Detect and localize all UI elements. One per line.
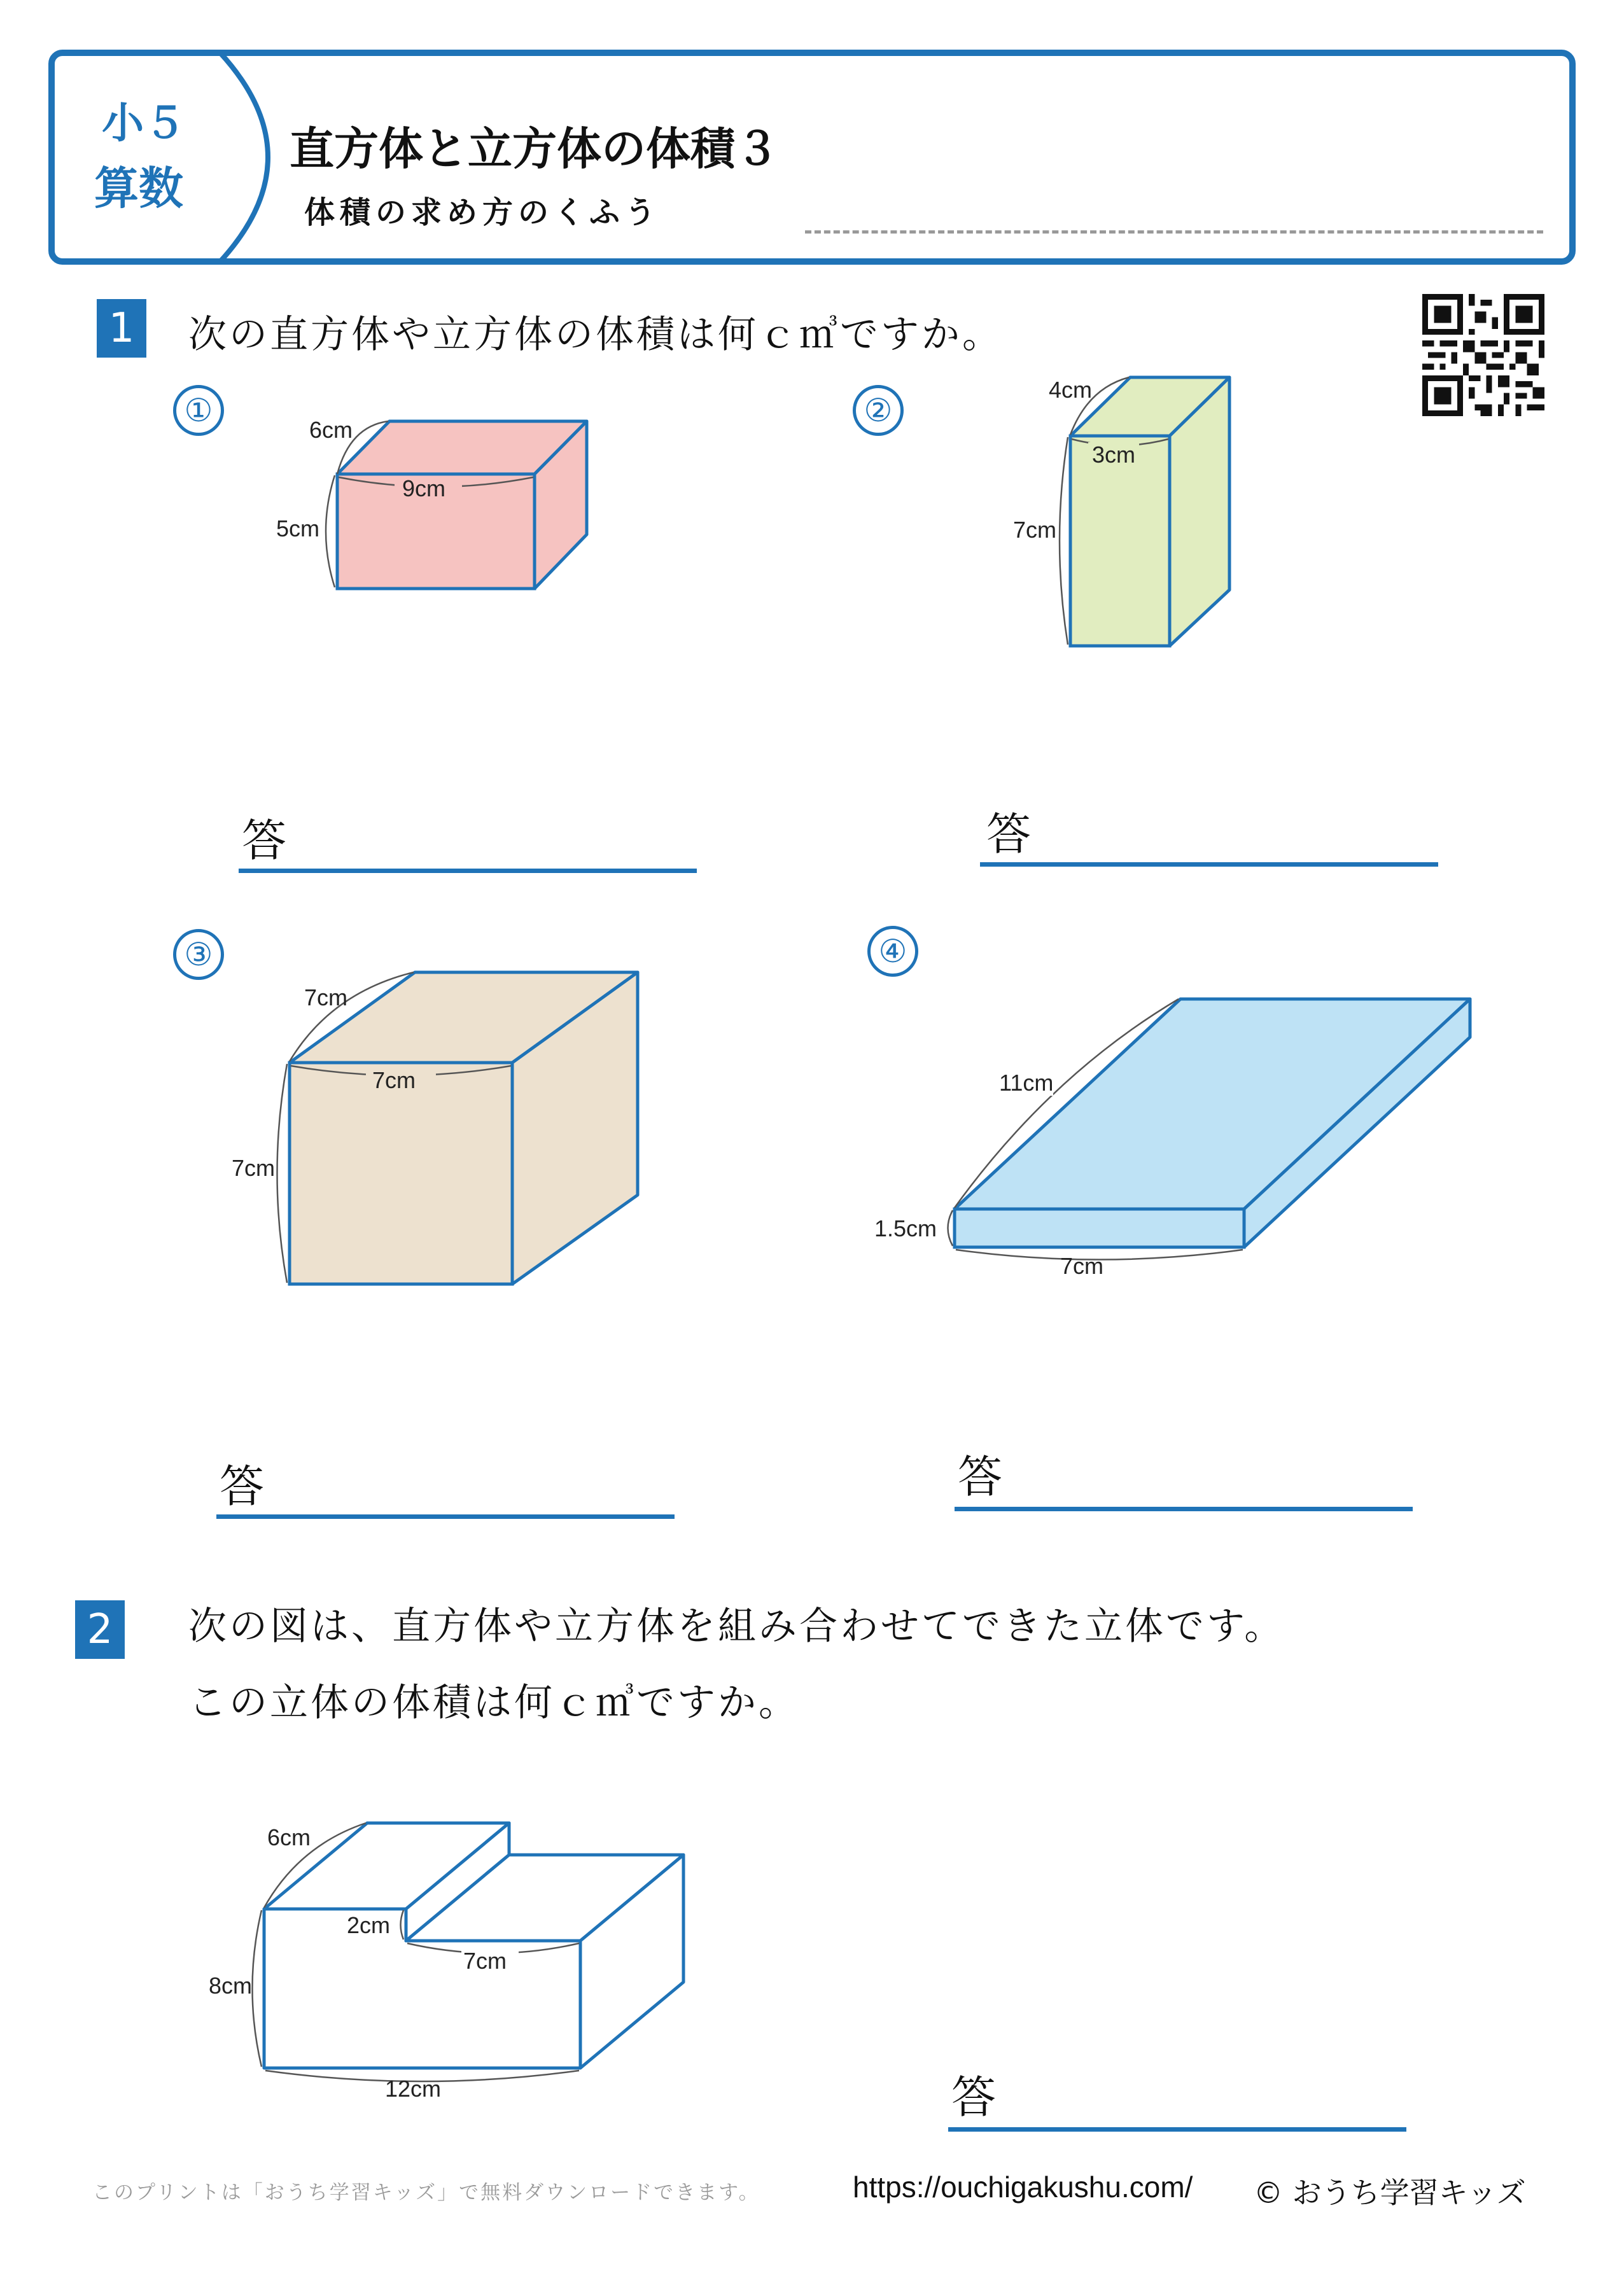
dim-depth-2: 4cm [1049,377,1093,403]
answer-label-4: 答 [958,1451,1002,1503]
cuboid-figure-1 [267,401,598,611]
dim-height-composite: 8cm [209,1973,253,1999]
page-subtitle: 体積の求め方のくふう [304,195,661,230]
footer-note: このプリントは「おうち学習キッズ」で無料ダウンロードできます。 [92,2181,760,2204]
problem-label-2: ② [853,385,904,436]
dim-height-1: 5cm [276,515,320,542]
answer-label-composite: 答 [951,2071,996,2123]
dim-width-3: 7cm [372,1067,416,1093]
dim-inner-composite: 7cm [463,1948,507,1974]
cuboid-figure-2 [993,366,1260,659]
cuboid-figure-3 [229,954,649,1298]
page-title: 直方体と立方体の体積３ [290,123,780,175]
problem-label-3: ③ [173,929,224,980]
section-number-1: 1 [97,299,146,358]
dim-width-1: 9cm [402,475,446,501]
footer-copyright: © おうち学習キッズ [1254,2176,1526,2210]
problem-label-4: ④ [867,926,918,977]
problem-label-1: ① [173,385,224,436]
grade-label: 小５ [102,99,186,148]
section-number-2: 2 [75,1600,125,1659]
question-2-line2: この立体の体積は何ｃ㎥ですか。 [188,1681,799,1725]
qr-code-icon [1422,294,1544,416]
dim-width-2: 3cm [1092,442,1136,468]
composite-solid-figure [204,1807,700,2113]
answer-label-3: 答 [220,1460,264,1513]
answer-line-4[interactable] [955,1507,1413,1511]
dim-depth-composite: 6cm [267,1824,311,1850]
answer-label-2: 答 [986,808,1031,860]
answer-line-2[interactable] [980,862,1438,867]
dim-depth-4: 11cm [999,1070,1054,1096]
dim-width-composite: 12cm [385,2076,442,2102]
footer-url[interactable]: https://ouchigakushu.com/ [853,2170,1193,2204]
dim-depth-1: 6cm [309,417,353,443]
answer-label-1: 答 [242,814,286,867]
dim-depth-3: 7cm [304,984,348,1010]
dim-height-3: 7cm [232,1155,276,1181]
answer-line-3[interactable] [216,1514,675,1519]
subject-label: 算数 [94,162,183,214]
cuboid-figure-4 [872,986,1476,1292]
dim-height-2: 7cm [1013,517,1057,543]
dim-height-4: 1.5cm [874,1215,937,1241]
answer-line-composite[interactable] [948,2127,1406,2132]
dim-width-4: 7cm [1060,1253,1104,1279]
question-1: 次の直方体や立方体の体積は何ｃ㎥ですか。 [188,312,1003,357]
answer-line-1[interactable] [239,869,697,873]
dim-step-composite: 2cm [347,1912,391,1938]
name-line [805,230,1543,234]
question-2-line1: 次の図は、直方体や立方体を組み合わせてできた立体です。 [188,1604,1285,1649]
